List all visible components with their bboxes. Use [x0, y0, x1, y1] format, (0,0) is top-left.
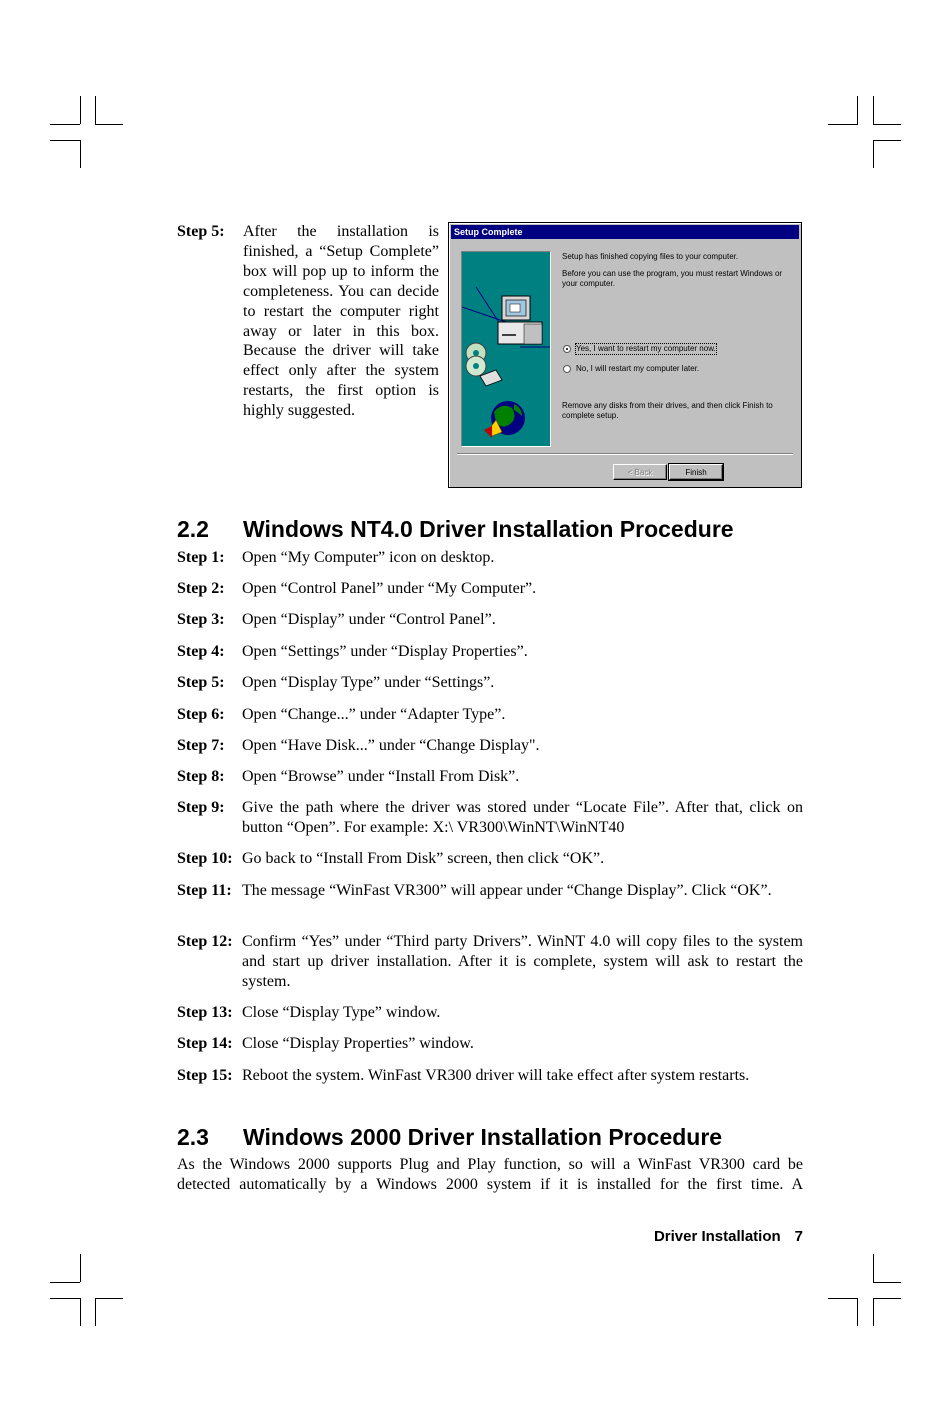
crop-mark [857, 1298, 858, 1326]
crop-mark [95, 1298, 123, 1299]
step-text: Confirm “Yes” under “Third party Drivers”. WinNT 4.0 will copy files to the system and start up driver installation. After it is complete, system will ask to restart the system. [242, 933, 803, 990]
crop-mark [873, 140, 901, 141]
restart-later-radio[interactable] [563, 365, 571, 373]
step-text: Go back to “Install From Disk” screen, then click “OK”. [242, 850, 605, 867]
dialog-title: Setup Complete [451, 225, 799, 239]
crop-mark [80, 1298, 81, 1326]
computer-globe-icon [462, 252, 550, 446]
crop-mark [50, 140, 80, 141]
nt-step [177, 798, 803, 838]
dialog-separator [457, 453, 793, 454]
nt-step [177, 1034, 803, 1054]
step-label: Step 2: [177, 580, 225, 597]
step-text: Open “Browse” under “Install From Disk”. [242, 768, 520, 785]
nt-step [177, 1066, 803, 1086]
step-text: Reboot the system. WinFast VR300 driver will take effect after system restarts. [242, 1067, 750, 1084]
nt-step [177, 881, 803, 901]
step-label: Step 8: [177, 768, 225, 785]
section-title: Windows 2000 Driver Installation Procedure [243, 1124, 723, 1150]
nt-step [177, 1003, 803, 1023]
step-text: Open “My Computer” icon on desktop. [242, 549, 495, 566]
nt-step [177, 932, 803, 992]
crop-mark [50, 1298, 80, 1299]
nt-step [177, 673, 803, 693]
section-title: Windows NT4.0 Driver Installation Procedure [243, 516, 734, 542]
step-label: Step 11: [177, 882, 232, 899]
step-label: Step 1: [177, 549, 225, 566]
nt-step [177, 767, 803, 787]
setup-complete-dialog [448, 222, 802, 488]
nt-step [177, 736, 803, 756]
dialog-message-1: Setup has finished copying files to your computer. [562, 252, 739, 261]
section-heading-nt [177, 515, 734, 543]
step-label: Step 3: [177, 611, 225, 628]
nt-step [177, 849, 803, 869]
crop-mark [873, 1282, 901, 1283]
nt-step [177, 548, 803, 568]
step-label: Step 5: [177, 223, 225, 240]
crop-mark [873, 140, 874, 168]
restart-now-label[interactable]: Yes, I want to restart my computer now. [576, 344, 716, 353]
nt-step [177, 579, 803, 599]
step-label: Step 5: [177, 674, 225, 691]
step-label: Step 4: [177, 643, 225, 660]
step-label: Step 12: [177, 933, 233, 950]
step-label: Step 15: [177, 1067, 233, 1084]
dialog-message-3: Remove any disks from their drives, and then click Finish to complete setup. [562, 401, 773, 420]
crop-mark [50, 124, 80, 125]
step-text: After the installation is finished, a “Setup Complete” box will pop up to inform the completeness. You can decide to restart the computer right away or later in this box. Because the driver will take effect only after the system restarts, the first option is highly suggested. [243, 223, 439, 420]
section-number: 2.2 [177, 516, 209, 542]
restart-later-label[interactable]: No, I will restart my computer later. [576, 364, 700, 373]
nt-step [177, 610, 803, 630]
nt-step [177, 642, 803, 662]
step-text: The message “WinFast VR300” will appear under “Change Display”. Click “OK”. [242, 882, 772, 899]
page-footer [654, 1228, 803, 1245]
step-text: Close “Display Type” window. [242, 1004, 441, 1021]
step-text: Give the path where the driver was stored under “Locate File”. After that, click on button “Open”. For example: X:\ VR300\WinNT\WinNT40 [242, 799, 803, 836]
chapter-title: Driver Installation [653, 1228, 781, 1245]
back-button[interactable]: < Back [613, 464, 667, 480]
restart-now-radio[interactable] [563, 345, 571, 353]
intro-step [177, 222, 439, 421]
crop-mark [828, 1298, 858, 1299]
crop-mark [80, 1254, 81, 1282]
step-label: Step 7: [177, 737, 225, 754]
crop-mark [873, 96, 874, 124]
step-text: Open “Control Panel” under “My Computer”. [242, 580, 537, 597]
section-paragraph: As the Windows 2000 supports Plug and Play function, so will a WinFast VR300 card be detected automatically by a Windows 2000 system if it is installed for the first time. A [177, 1156, 803, 1193]
nt-step [177, 705, 803, 725]
crop-mark [828, 124, 858, 125]
section-heading-2000 [177, 1123, 722, 1151]
crop-mark [873, 1298, 901, 1299]
dialog-message-2: Before you can use the program, you must restart Windows or your computer. [562, 269, 783, 288]
crop-mark [80, 140, 81, 168]
step-text: Open “Display” under “Control Panel”. [242, 611, 496, 628]
crop-mark [873, 124, 901, 125]
step-label: Step 6: [177, 706, 225, 723]
step-label: Step 9: [177, 799, 225, 816]
crop-mark [873, 1298, 874, 1326]
step-text: Close “Display Properties” window. [242, 1035, 474, 1052]
setup-illustration [461, 251, 551, 447]
step-label: Step 13: [177, 1004, 233, 1021]
crop-mark [95, 96, 96, 124]
step-text: Open “Change...” under “Adapter Type”. [242, 706, 506, 723]
section-number: 2.3 [177, 1124, 209, 1150]
finish-button[interactable]: Finish [669, 464, 723, 480]
step-text: Open “Have Disk...” under “Change Display". [242, 737, 540, 754]
crop-mark [873, 1254, 874, 1282]
crop-mark [857, 96, 858, 124]
step-label: Step 10: [177, 850, 233, 867]
crop-mark [50, 1282, 80, 1283]
crop-mark [95, 1298, 96, 1326]
step-label: Step 14: [177, 1035, 233, 1052]
step-text: Open “Display Type” under “Settings”. [242, 674, 495, 691]
step-text: Open “Settings” under “Display Properties”. [242, 643, 528, 660]
page-number: 7 [794, 1228, 803, 1245]
crop-mark [95, 124, 123, 125]
crop-mark [80, 96, 81, 124]
